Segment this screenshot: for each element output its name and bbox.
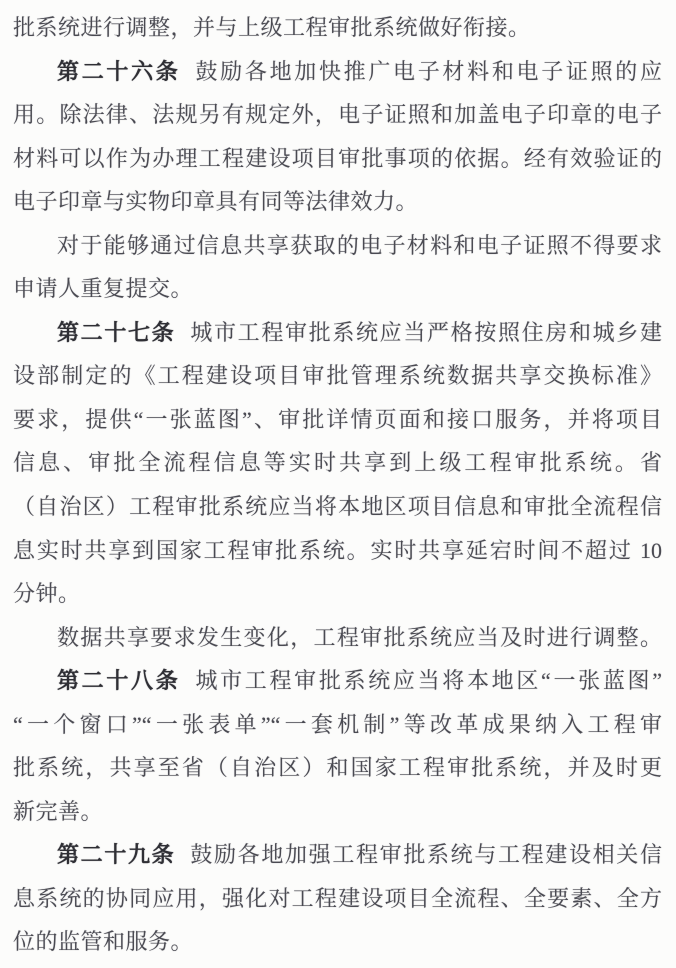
text-line <box>13 746 662 790</box>
line-text: 城市工程审批系统应当将本地区“一张蓝图” <box>195 668 662 694</box>
text-line <box>13 354 662 398</box>
text-line <box>13 616 662 660</box>
line-text: 鼓励各地加快推广电子材料和电子证照的应 <box>195 58 662 84</box>
text-line <box>13 267 662 311</box>
text-line <box>13 224 662 268</box>
line-text: 电子印章与实物印章具有同等法律效力。 <box>13 189 419 215</box>
document-body <box>13 6 662 964</box>
text-line <box>13 398 662 442</box>
text-line <box>13 180 662 224</box>
line-text: 材料可以作为办理工程建设项目审批事项的依据。经有效验证的 <box>13 145 662 171</box>
article-number: 第二十九条 <box>57 842 176 868</box>
text-line <box>13 659 662 703</box>
line-text: 城市工程审批系统应当严格按照住房和城乡建 <box>190 319 662 345</box>
text-line <box>13 485 662 529</box>
line-text: 鼓励各地加强工程审批系统与工程建设相关信 <box>190 842 662 868</box>
text-line <box>13 572 662 616</box>
line-text: 息实时共享到国家工程审批系统。实时共享延宕时间不超过 10 <box>13 537 662 563</box>
line-text: 批系统进行调整，并与上级工程审批系统做好衔接。 <box>13 15 531 40</box>
text-line <box>13 93 662 137</box>
text-line <box>13 6 662 50</box>
line-text: 申请人重复提交。 <box>13 276 194 302</box>
line-text: 息系统的协同应用，强化对工程建设项目全流程、全要素、全方 <box>13 885 662 911</box>
line-text: 信息、审批全流程信息等实时共享到上级工程审批系统。省 <box>13 450 662 476</box>
text-line <box>13 920 662 964</box>
line-text: 要求，提供“一张蓝图”、审批详情页面和接口服务，并将项目 <box>13 406 663 432</box>
article-number: 第二十八条 <box>57 668 181 694</box>
line-text: “一个窗口”“一张表单”“一套机制”等改革成果纳入工程审 <box>13 711 662 737</box>
text-line <box>13 311 662 355</box>
text-line <box>13 877 662 921</box>
text-line <box>13 137 662 181</box>
text-line <box>13 529 662 573</box>
text-line <box>13 50 662 94</box>
article-number: 第二十六条 <box>57 58 181 84</box>
text-line <box>13 441 662 485</box>
line-text: 用。除法律、法规另有规定外，电子证照和加盖电子印章的电子 <box>13 102 662 128</box>
line-text: （自治区）工程审批系统应当将本地区项目信息和审批全流程信 <box>13 494 662 520</box>
text-line <box>13 703 662 747</box>
line-text: 位的监管和服务。 <box>13 929 194 955</box>
article-number: 第二十七条 <box>57 319 176 345</box>
line-text: 批系统，共享至省（自治区）和国家工程审批系统，并及时更 <box>13 755 662 781</box>
line-text: 数据共享要求发生变化，工程审批系统应当及时进行调整。 <box>57 624 662 650</box>
line-text: 新完善。 <box>13 798 104 824</box>
text-line <box>13 790 662 834</box>
line-text: 设部制定的《工程建设项目审批管理系统数据共享交换标准》 <box>13 363 662 389</box>
line-text: 分钟。 <box>13 581 81 607</box>
text-line <box>13 833 662 877</box>
line-text: 对于能够通过信息共享获取的电子材料和电子证照不得要求 <box>57 232 662 258</box>
